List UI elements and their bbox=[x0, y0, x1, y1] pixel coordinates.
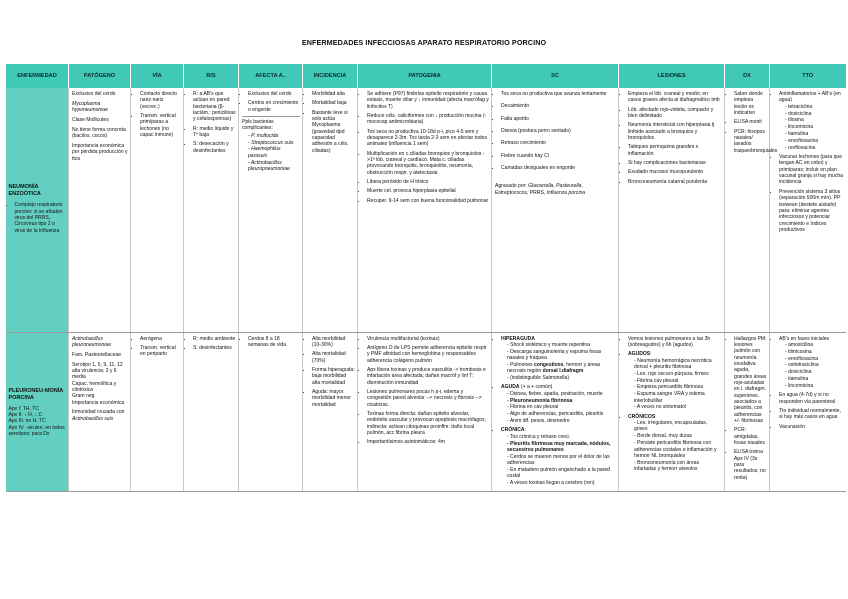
list-item: - oxitetraciclina bbox=[785, 362, 844, 368]
header-patogeno: PATÓGENO bbox=[69, 64, 131, 88]
disease-table bbox=[5, 64, 846, 492]
text: Importancia económica bbox=[72, 399, 125, 406]
header-patogenia: PATOGENIA bbox=[358, 64, 492, 88]
list-item: • Alta morbilidad (10-30%) bbox=[312, 336, 355, 349]
cell-sc bbox=[492, 88, 619, 332]
list-item: • Vacunación bbox=[779, 424, 844, 430]
cell-sc bbox=[492, 332, 619, 491]
list-item: - lincomicina bbox=[785, 383, 844, 389]
list-item: - Descarga sanguinolenta y espuma fosas nasales y tráquea bbox=[507, 349, 616, 362]
list-item: • Si hay complicaciones bacterianas: bbox=[628, 160, 722, 166]
list-item bbox=[501, 427, 616, 486]
text: Apx III: no H, TC bbox=[8, 418, 46, 425]
list-item bbox=[501, 336, 616, 382]
list-item: • Prevención sistema 3 sitios (separación 500m mín). PP isowean (destete aislado) para: eliminar agentes infecciosos y potenciar crecimiento e índices productivos bbox=[779, 189, 844, 233]
list-item: - enrofloxacina bbox=[785, 356, 844, 362]
cell-dx bbox=[725, 332, 770, 491]
list-item: • Aguda: mayor morbilidad menor mortalidad bbox=[312, 389, 355, 408]
text: dorsal l.diafragm bbox=[542, 368, 584, 375]
text: AB's en fases iniciales bbox=[779, 335, 830, 342]
list-item: • Tabiques perinquima grandes x inflamación bbox=[628, 144, 722, 157]
header-enfermedad: ENFERMEDAD bbox=[6, 64, 69, 88]
list-item: • Decaimiento bbox=[501, 103, 616, 109]
list-item: • ELISA toxina Apx IV (3s para resultados, no renta) bbox=[734, 449, 767, 481]
list-item: • Fiebre cuando hay Cl bbox=[501, 153, 616, 159]
list-item: • Transm. vertical primíparas a lechones (no capac inmune) bbox=[140, 113, 181, 138]
cell-rs bbox=[184, 88, 239, 332]
list-item: - (indistinguible Salmonella) bbox=[507, 375, 616, 381]
list-item: - Shock sistémico y muerte repentina bbox=[507, 342, 616, 348]
list-item: - A veces toxinas llegan a cerebro (ren) bbox=[507, 480, 616, 486]
list-item: - norfloxacina bbox=[785, 145, 844, 151]
cell-lesiones bbox=[619, 88, 725, 332]
list-item: - amoxicilina bbox=[785, 342, 844, 348]
list-item: • Bastante leve si solo actúa Mycoplasma (gravedad dpd capacidad adhesión a céls. ciliadas) bbox=[312, 110, 355, 154]
list-item: - A veces no sintomatol bbox=[634, 404, 722, 410]
list-item: • R: medio líquido y Tª baja bbox=[193, 126, 236, 139]
text: Importancia económica por pérdida producción y ttos bbox=[72, 143, 128, 162]
list-item: • En agua (4-7d) y si no responden vía parenteral bbox=[779, 392, 844, 405]
list-item: - En matadero pulmón enganchado a la pared costal bbox=[507, 467, 616, 480]
list-item: - P. multocida bbox=[248, 133, 300, 139]
list-item: - Les. irregulares, encapsuladas, grises bbox=[634, 420, 722, 433]
list-item: • Falta apetito bbox=[501, 116, 616, 122]
list-item: - tetraciclina bbox=[785, 104, 844, 110]
list-item: - Persiste pericarditis fibrinosa con adherencias costales e inflamación y hemorr NL bronquiales bbox=[634, 440, 722, 459]
list-item: • Exudado mucoso/ mucopurulento bbox=[628, 169, 722, 175]
list-item: • Retraso crecimiento bbox=[501, 140, 616, 146]
cell-enfermedad bbox=[6, 332, 69, 491]
list-item: • Neumonía intersticial con hiperplasia tj linfoide asociado a bronquios y bronquiolos bbox=[628, 122, 722, 141]
list-item bbox=[779, 91, 844, 151]
header-afecta: AFECTA A.. bbox=[239, 64, 303, 88]
text: Influenza porcina bbox=[546, 189, 586, 196]
list-item: - Haemophilus parasuis bbox=[248, 146, 300, 159]
list-item: • R: medio ambiente bbox=[193, 336, 236, 342]
subheading: AGUDA bbox=[501, 384, 520, 391]
cell-tto bbox=[770, 332, 846, 491]
text: congestivos bbox=[533, 361, 564, 368]
subheading: AGUDOS bbox=[628, 351, 651, 358]
text: Pulmones bbox=[510, 361, 533, 368]
list-item: • Recuper. 9-14 sem con buena funcionalidad pulmonar bbox=[367, 198, 489, 204]
list-item: - Fibrina cav pleural bbox=[634, 378, 722, 384]
text: Capac. hemolítica y citotóxica bbox=[72, 380, 117, 393]
text: Ppls bacterias complicantes: bbox=[242, 119, 274, 132]
list-item: - Bronconeumonía con áreas infartadas y hemorr alveolos bbox=[634, 460, 722, 473]
disease-name: PLEURONEU-MONÍA PORCINA bbox=[8, 387, 63, 401]
list-item: - Anim dif. pesos, desmedro bbox=[507, 418, 616, 424]
list-item: - Streptococcus suis bbox=[248, 140, 300, 146]
list-item: - Tos crónica y retraso creci. bbox=[507, 434, 616, 440]
list-item: - tilmicosina bbox=[785, 349, 844, 355]
list-item: • Tos seca no productiva que avanza lentamente bbox=[501, 91, 616, 97]
cell-via bbox=[131, 88, 184, 332]
cell-afecta bbox=[239, 88, 303, 332]
list-item: • Camadas desiguales en engorde bbox=[501, 165, 616, 171]
list-item: • Hallazgos PM: lesiones pulmón con neumonía exudativa aguda, grandes áreas rojo-azuladas en l. diafragm. superiores, asociados a pleuritis, con adherencias +/- fibrinosas bbox=[734, 336, 767, 425]
list-item: • Empieza el lób. craneal y medio; en casos graves afecta al diafragmático tmb bbox=[628, 91, 722, 104]
list-item: • Tos seca no productiva 10-18d p-i, pico 4-5 sem y desaparece 2-3m. Tos tarda 2-3 sem en afectar todos animales (influencia 1 sem) bbox=[367, 129, 489, 148]
text: (+ a + común) bbox=[519, 384, 553, 391]
list-item: - Pleuritis fibrinosa muy marcada, nódulos, secuestros pulmonares bbox=[507, 441, 616, 454]
list-item: • Aerógena bbox=[140, 336, 181, 342]
list-item: - Espuma sangre VRA y edema interlobulillar bbox=[634, 391, 722, 404]
list-item: • Se adhiere (P97) fimbrias epitelio respiratorio y causa estasis, muerte ciliar y ↓ inmunidad (afecta macrófag y linfocitos T) bbox=[367, 91, 489, 110]
header-via: VÍA bbox=[131, 64, 184, 88]
list-item: • Virulencia multifactorial (toxinas) bbox=[367, 336, 489, 342]
list-item: - tiamulina bbox=[785, 131, 844, 137]
list-item: • S: desinfectantes bbox=[193, 345, 236, 351]
list-item: • Saber donde empieza lesión es indicativo bbox=[734, 91, 767, 116]
list-item: - Pleuroneumonía fibrinosa bbox=[507, 398, 616, 404]
list-item: • Contacto directo nariz-nariz (secrec.) bbox=[140, 91, 181, 110]
list-item: • Bronconeumonía catarral purulenta bbox=[628, 179, 722, 185]
subheading: CRÓNICA bbox=[501, 427, 525, 434]
list-item: • Cerdos 8 a 18 semanas de vida bbox=[248, 336, 300, 349]
list-item: - doxiciclina bbox=[785, 369, 844, 375]
header-sc: SC bbox=[492, 64, 619, 88]
list-item: • Antígeno O de LPS permite adherencia epitelio respir y PMF afinidad con hemoglobina y responsables adherencia colágeno pulmón bbox=[367, 345, 489, 364]
subheading: HIPERAGUDA bbox=[501, 335, 535, 342]
list-item: • R: a AB's que actúan en pared bacteriana (β-lactám.: penicilinas y cefalosporinas) bbox=[193, 91, 236, 123]
text: Actinobacillus suis bbox=[72, 415, 114, 422]
cell-patogenia bbox=[358, 332, 492, 491]
cell-incidencia bbox=[303, 88, 358, 332]
list-item: - Cerdos se mueren menos por el dolor de las adherencias bbox=[507, 454, 616, 467]
list-item: - Les. rojo oscuro-púrpura, firmes bbox=[634, 371, 722, 377]
list-item: • Mortalidad baja bbox=[312, 100, 355, 106]
cell-enfermedad bbox=[6, 88, 69, 332]
list-item: • Alta mortalidad (70%) bbox=[312, 351, 355, 364]
list-item: • AGUDOS: - Neumonía hemorrágica necrótica dorsal + pleuritis fibrinosa - Les. rojo oscuro-púrpura, firmes - Fibrina cav pleural - Empieza pericarditis fibrinosa - Espuma sangre VRA y edema interlobulillar - A veces no sintomatol bbox=[628, 351, 722, 411]
list-item: • PCR: amígdalas, fosas nasales bbox=[734, 427, 767, 446]
list-item: - Algo de adherencias, pericarditis, pleuritis bbox=[507, 411, 616, 417]
list-item: - lincomicina bbox=[785, 124, 844, 130]
cell-dx bbox=[725, 88, 778, 332]
text: Apx IV: -virulen. en todos serotipos: para Dx bbox=[8, 424, 65, 437]
text: No tiene forma concreta (bacilos, cocos) bbox=[72, 126, 126, 140]
list-item: - Neumonía hemorrágica necrótica dorsal + pleuritis fibrinosa bbox=[634, 358, 722, 371]
list-item: • Complejo respiratorio porcino: si se añaden virus del PRRS, Circovirus tipo 2 o virus de la Influenza bbox=[15, 202, 67, 234]
text: Clase Mollicutes bbox=[72, 117, 109, 124]
list-item bbox=[501, 384, 616, 424]
list-item bbox=[507, 362, 616, 375]
list-item: • Importantísimos asintomáticos: 4m bbox=[367, 439, 489, 445]
list-item: - Fibrina en cav pleural bbox=[507, 404, 616, 410]
list-item: • Apx libera toxinas y produce vasculitis -> trombosis e infartación área afectada; dañan macróf y linf T: disminución inmunidad bbox=[367, 367, 489, 386]
list-item: • Multiplicación en c.ciliadas bronquios y bronquiolos ->1ª lób. craneal y cardíaco. Mata c. ciliadas provocando bronquitis, bronquiolitis, neumonía, obstrucción respir. y atelectasia bbox=[367, 151, 489, 176]
list-item: • PCR: hisopos nasales/ lavados traqueobronquiales bbox=[734, 129, 767, 154]
cell-tto bbox=[770, 88, 846, 332]
list-item: • Forma hiperaguda: baja morbilidad alta mortalidad bbox=[312, 367, 355, 386]
text: Glasserella, Pasteurella bbox=[528, 183, 582, 190]
list-item: - tiamulina bbox=[785, 376, 844, 382]
text: Exclusivo del cerdo bbox=[72, 91, 116, 97]
header-tto: TTO bbox=[770, 64, 846, 88]
text: , Estreptococos, PRRS, bbox=[495, 183, 583, 196]
text: Serotipo 1, 5, 9, 11, 12 alta virulencia; 3 y 6 media bbox=[72, 361, 123, 381]
pathogen-name: Actinobacillus pleuroneumoniae bbox=[72, 335, 112, 348]
divider bbox=[242, 116, 300, 117]
text: : bbox=[524, 427, 526, 434]
list-item: • Tto individual normalmente, si hay más casos en agua bbox=[779, 408, 844, 421]
list-item: • Lesiones pulmonares pocas h p-i, edema y congestión pared alveolar --> necrosis y fibrosis --> cicatrizac. bbox=[367, 389, 489, 408]
list-item: • Cerdos en crecimiento o engorde bbox=[248, 100, 300, 113]
page-title: ENFERMEDADES INFECCIOSAS APARATO RESPIRATORIO PORCINO bbox=[301, 38, 547, 47]
aggravated-by bbox=[495, 183, 616, 196]
cell-patogeno bbox=[69, 332, 131, 491]
list-item: • Toxinas forma directa: dañan epitelio alveolar, endotelio vascular y provocan apoptosis macrófagos; indirecta: activan citoquinas proinflm: daño local pulmón, acc fibrina pleura bbox=[367, 411, 489, 436]
list-item: - Empieza pericarditis fibrinosa bbox=[634, 384, 722, 390]
table-row-pleuroneumonia bbox=[6, 332, 846, 491]
text: Inmunidad cruzada con bbox=[72, 409, 125, 416]
text: Fam. Pasteurellaceae bbox=[72, 351, 122, 358]
list-item: • CRÓNICOS: - Les. irregulares, encapsuladas, grises - Borde dorsal, muy duras - Persiste pericarditis fibrinosa con adherencias costales e inflamación y hemorr NL bronquiales - Bronconeumonía con áreas infartadas y hemorr alveolos bbox=[628, 414, 722, 473]
cell-incidencia bbox=[303, 332, 358, 491]
list-item: - Disnea, fiebre, apatía, postración, muerte bbox=[507, 391, 616, 397]
list-item: - Actinobacillus pleuropneumoniae bbox=[248, 160, 300, 173]
list-item: • ELISA monit bbox=[734, 119, 767, 125]
cell-afecta bbox=[239, 332, 303, 491]
header-incidencia: INCIDENCIA bbox=[303, 64, 358, 88]
cell-rs bbox=[184, 332, 239, 491]
list-item: • Exclusivo del cerdo bbox=[248, 91, 300, 97]
cell-lesiones bbox=[619, 332, 725, 491]
list-item: - Borde dorsal, muy duras bbox=[634, 433, 722, 439]
table-header-row bbox=[6, 64, 846, 88]
header-rs: R/S bbox=[184, 64, 239, 88]
text: , hemorr y áreas necrosis región bbox=[507, 361, 601, 375]
list-item: - tilosina bbox=[785, 117, 844, 123]
cell-patogeno bbox=[69, 88, 131, 332]
text bbox=[72, 409, 128, 422]
list-item: • Lób. afectado rojo-violeta, compacto y bien delimitado bbox=[628, 107, 722, 120]
text: Apx II: ↓ H, ↓ C bbox=[8, 411, 43, 418]
disease-name: NEUMONÍA ENZOÓTICA bbox=[8, 184, 41, 198]
list-item: • Morbilidad alta bbox=[312, 91, 355, 97]
pathogen-name: Mycoplasma hyponeumoniae bbox=[72, 100, 108, 114]
list-item: • Transm. vertical en periparto bbox=[140, 345, 181, 358]
subheading: CRÓNICOS bbox=[628, 413, 656, 420]
list-item: - enrofloxacina bbox=[785, 138, 844, 144]
list-item: • Libera peróxido de H tóxico bbox=[367, 179, 489, 185]
header-lesiones: LESIONES bbox=[619, 64, 725, 88]
list-item: • Vacunar lechones (para que tengan AC en cebo) y primíparas; incluir en plan vacunal granja si hay mucha incidencia bbox=[779, 154, 844, 186]
cell-patogenia bbox=[358, 88, 492, 332]
list-item: • Vemos lesiones pulmonares a las 3h (sobreagudos) y 6h (agudos) bbox=[628, 336, 722, 349]
list-item: • Disnea (postura perro sentado) bbox=[501, 128, 616, 134]
list-item bbox=[779, 336, 844, 390]
list-item: - doxiciclina bbox=[785, 111, 844, 117]
text: Gram neg bbox=[72, 393, 95, 400]
list-item: • Reduce céls. caliciformes con ↓ producción mucina (-mococap antimicrobiana) bbox=[367, 113, 489, 126]
text: Apx I: TH, TC bbox=[8, 405, 39, 412]
cell-via bbox=[131, 332, 184, 491]
list-item: • Muerte cel. provoca hiperplasia epitelial bbox=[367, 188, 489, 194]
list-item: • S: desecación y desinfectantes bbox=[193, 141, 236, 154]
text: Agravado por: bbox=[495, 183, 527, 190]
table-row-neumonia-enzootica bbox=[6, 88, 846, 332]
text: Antiinflamatorios + AB's (en agua) bbox=[779, 91, 841, 104]
header-dx: DX bbox=[725, 64, 770, 88]
